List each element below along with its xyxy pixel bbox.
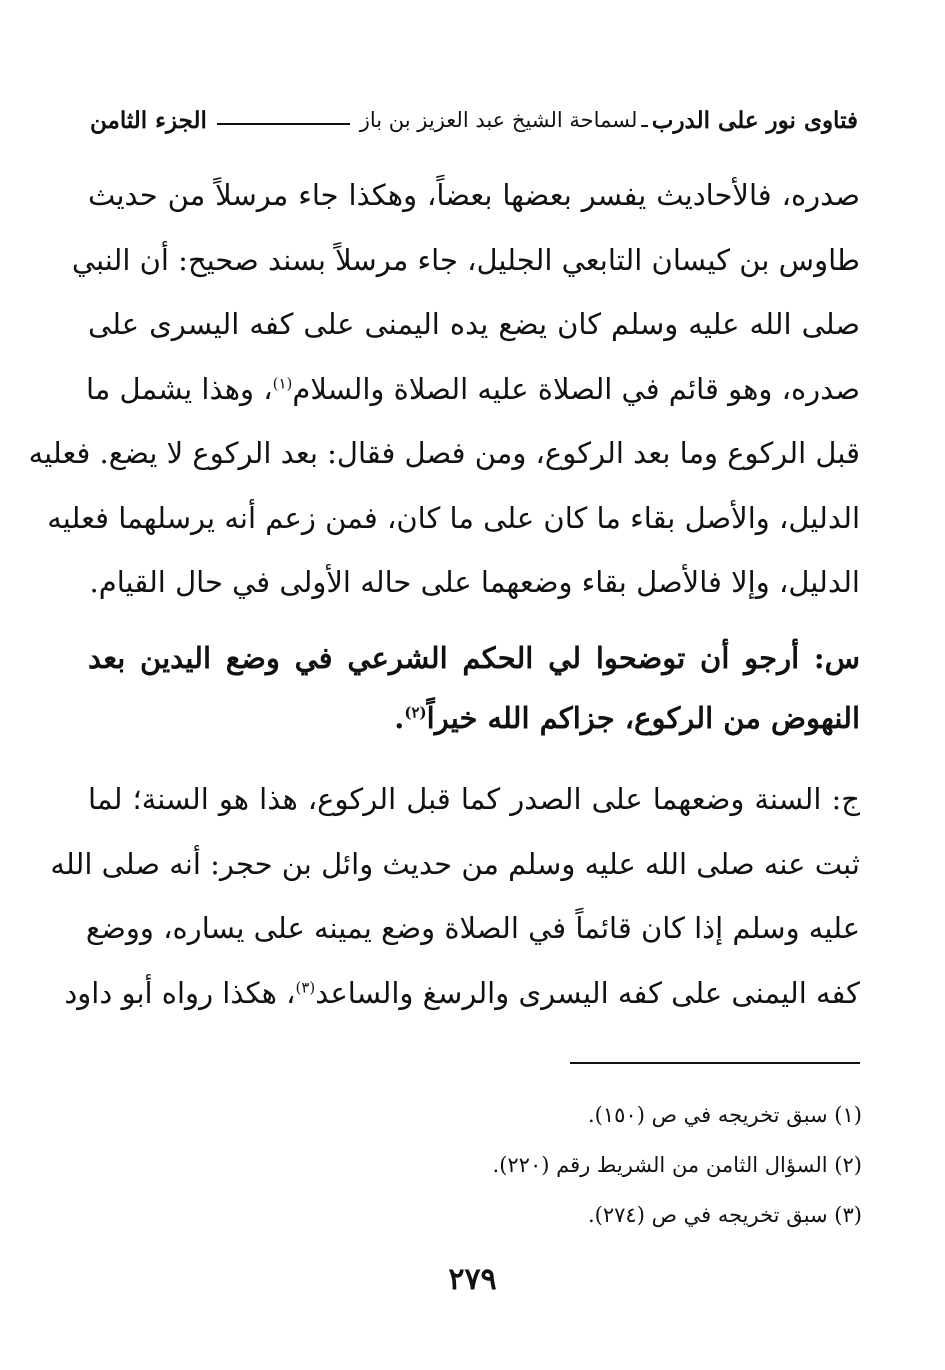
text-line: قبل الركوع وما بعد الركوع، ومن فصل فقال: بعد الركوع لا يضع. فعليه xyxy=(28,436,860,470)
answer-block xyxy=(50,767,860,1025)
header-rule xyxy=(217,123,350,125)
answer-line: عليه وسلم إذا كان قائماً في الصلاة وضع يمينه على يساره، ووضع xyxy=(85,911,860,945)
footnote-marker: (٣) xyxy=(295,977,316,996)
footnote: (٣) سبق تخريجه في ص (٢٧٤). xyxy=(588,1203,862,1227)
text-segment: ، وهذا يشمل ما xyxy=(85,371,273,406)
text-segment: صدره، وهو قائم في الصلاة عليه الصلاة والسلام xyxy=(292,371,860,406)
footnote-separator xyxy=(570,1062,860,1064)
book-title: فتاوى نور على الدرب xyxy=(651,106,858,134)
answer-line xyxy=(64,961,860,1026)
volume-part: الجزء الثامن xyxy=(90,106,207,134)
question-line: س: أرجو أن توضحوا لي الحكم الشرعي في وضع اليدين بعد xyxy=(88,641,860,675)
text-line xyxy=(85,357,860,422)
running-header xyxy=(90,100,858,140)
header-dash: ـ xyxy=(641,107,648,133)
paragraph-continuation xyxy=(28,163,860,615)
text-line: الدليل، والأصل بقاء ما كان على ما كان، فمن زعم أنه يرسلهما فعليه xyxy=(47,500,860,535)
text-line: طاوس بن كيسان التابعي الجليل، جاء مرسلاً بسند صحيح: أن النبي xyxy=(71,242,860,277)
answer-line: ثبت عنه صلى الله عليه وسلم من حديث وائل بن حجر: أنه صلى الله xyxy=(50,846,860,881)
footnote: (٢) السؤال الثامن من الشريط رقم (٢٢٠). xyxy=(492,1153,862,1177)
text-segment: ، هكذا رواه أبو داود xyxy=(64,975,296,1010)
footnotes xyxy=(300,1090,862,1240)
footnote-marker: (١) xyxy=(272,373,293,392)
question-line xyxy=(88,688,860,748)
page-number: ٢٧٩ xyxy=(448,1262,497,1297)
answer-line: ج: السنة وضعهما على الصدر كما قبل الركوع، هذا هو السنة؛ لما xyxy=(88,782,860,816)
text-line: صدره، فالأحاديث يفسر بعضها بعضاً، وهكذا جاء مرسلاً من حديث xyxy=(88,178,860,212)
footnote: (١) سبق تخريجه في ص (١٥٠). xyxy=(588,1103,862,1127)
text-segment: النهوض من الركوع، جزاكم الله خيراً xyxy=(426,701,860,735)
author-name: لسماحة الشيخ عبد العزيز بن باز xyxy=(359,108,638,132)
text-line: صلى الله عليه وسلم كان يضع يده اليمنى على كفه اليسرى على xyxy=(88,307,860,341)
footnote-marker: (٢) xyxy=(404,703,427,722)
text-line: الدليل، وإلا فالأصل بقاء وضعهما على حاله الأولى في حال القيام. xyxy=(89,565,860,599)
text-segment: . xyxy=(394,701,405,735)
question-block xyxy=(88,628,860,748)
text-segment: كفه اليمنى على كفه اليسرى والرسغ والساعد xyxy=(315,975,860,1010)
